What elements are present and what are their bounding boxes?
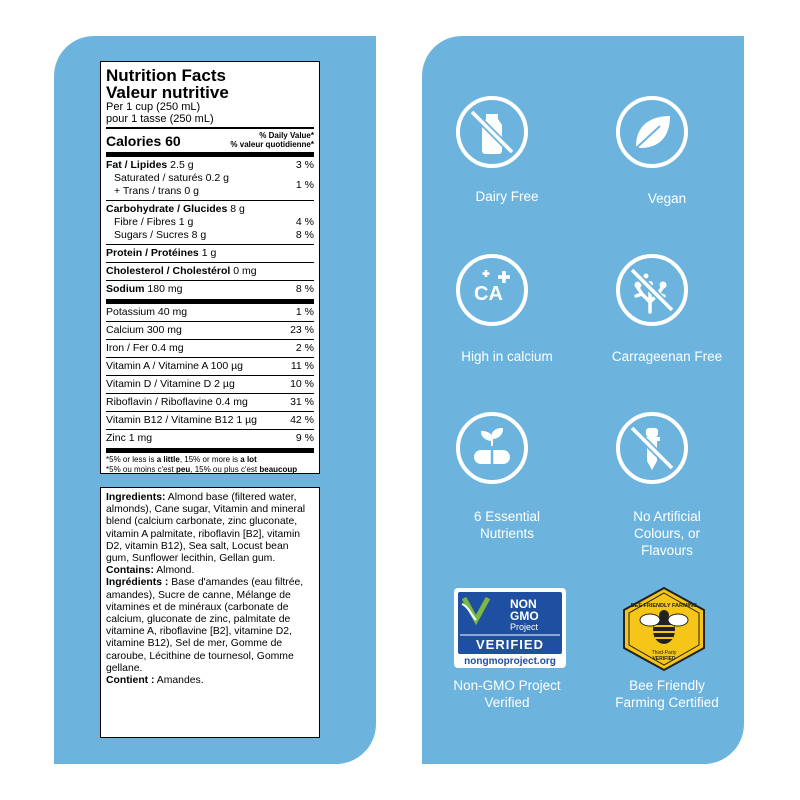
sugars-dv: 8 % xyxy=(295,229,314,241)
calories-row xyxy=(106,131,314,149)
mineral-row xyxy=(106,414,314,427)
ingredients-box xyxy=(100,487,320,738)
fat-label: Fat / Lipides xyxy=(106,159,168,171)
mineral-dv: 2 % xyxy=(295,342,314,354)
divider xyxy=(106,127,314,129)
fibre-label: Fibre / Fibres 1 g xyxy=(114,216,194,228)
mineral-row xyxy=(106,432,314,445)
mineral-label: Potassium 40 mg xyxy=(106,306,188,318)
mineral-label: Iron / Fer 0.4 mg xyxy=(106,342,184,354)
ingredients-fr: Ingrédients : Base d'amandes (eau filtrée, amandes), Sucre de canne, Mélange de vitamines et de minéraux (carbonate de calcium, gluconate de zinc, palmitate de vitamine A, riboflavine [B2], vitamine D2, vitamine B12), Sel de mer, Gomme de caroube, Lécithine de tournesol, Gomme gellane. xyxy=(106,577,304,674)
divider xyxy=(106,411,314,412)
mineral-dv: 31 % xyxy=(290,396,314,408)
carb-amount: 8 g xyxy=(227,203,245,215)
calcium-icon xyxy=(456,254,528,326)
svg-text:VERIFIED: VERIFIED xyxy=(652,656,676,662)
divider xyxy=(106,321,314,322)
nutrients-label: 6 Essential Nutrients xyxy=(473,509,541,541)
sodium-row xyxy=(106,283,314,296)
sodium-amount: 180 mg xyxy=(144,283,183,295)
saturated-trans-row xyxy=(106,172,314,198)
mineral-row xyxy=(106,378,314,391)
carb-row xyxy=(106,203,314,216)
mineral-label: Vitamin A / Vitamine A 100 µg xyxy=(106,360,244,372)
mineral-label: Zinc 1 mg xyxy=(106,432,153,444)
pill-sprout-icon xyxy=(456,412,528,484)
fat-row xyxy=(106,159,314,172)
mineral-dv: 1 % xyxy=(295,306,314,318)
serving-size-en: Per 1 cup (250 mL) xyxy=(106,101,201,113)
nutrition-title-fr: Valeur nutritive xyxy=(106,83,229,102)
mineral-label: Vitamin B12 / Vitamine B12 1 µg xyxy=(106,414,257,426)
svg-text:GMO: GMO xyxy=(510,609,539,623)
daily-value-en: % Daily Value* xyxy=(259,131,314,140)
daily-value-fr: % valeur quotidienne* xyxy=(230,140,314,149)
divider xyxy=(106,200,314,201)
mineral-label: Riboflavin / Riboflavine 0.4 mg xyxy=(106,396,248,408)
saturated-label: Saturated / saturés 0.2 g xyxy=(114,172,229,184)
nutrition-facts-table xyxy=(100,61,320,474)
footnote-fr: *5% ou moins c'est peu, 15% ou plus c'est beaucoup xyxy=(106,465,298,474)
divider xyxy=(106,280,314,281)
sodium-dv: 8 % xyxy=(295,283,314,295)
nutrition-title-en: Nutrition Facts xyxy=(106,66,226,85)
divider xyxy=(106,339,314,340)
cholesterol-amount: 0 mg xyxy=(230,265,257,277)
fibre-dv: 4 % xyxy=(295,216,314,228)
mineral-dv: 10 % xyxy=(290,378,314,390)
leaf-icon xyxy=(616,96,688,168)
svg-text:VERIFIED: VERIFIED xyxy=(476,637,544,652)
sugars-row xyxy=(106,229,314,242)
contains-en: Contains: Almond. xyxy=(106,565,195,577)
fat-amount: 2.5 g xyxy=(167,159,194,171)
saturated-trans-dv: 1 % xyxy=(295,178,314,191)
carb-label: Carbohydrate / Glucides xyxy=(106,203,228,215)
dropper-icon xyxy=(616,412,688,484)
protein-label: Protein / Protéines xyxy=(106,247,199,259)
svg-text:Project: Project xyxy=(510,622,539,632)
serving-size-fr: pour 1 tasse (250 mL) xyxy=(106,113,214,125)
footnote-en: *5% or less is a little, 15% or more is a lot xyxy=(106,455,257,464)
mineral-dv: 23 % xyxy=(290,324,314,336)
mineral-row xyxy=(106,342,314,355)
svg-text:BEE FRIENDLY FARMING: BEE FRIENDLY FARMING xyxy=(630,603,698,609)
seaweed-icon xyxy=(616,254,688,326)
divider xyxy=(106,357,314,358)
mineral-row xyxy=(106,306,314,319)
divider xyxy=(106,375,314,376)
dairy-free-label: Dairy Free xyxy=(475,189,539,204)
non-gmo-logo xyxy=(454,588,566,668)
bee-friendly-logo xyxy=(620,586,708,672)
sodium-label: Sodium xyxy=(106,283,145,295)
protein-amount: 1 g xyxy=(198,247,217,259)
no-artificial-label: No Artificial Colours, or Flavours xyxy=(633,509,701,558)
divider xyxy=(106,429,314,430)
bee-friendly-label: Bee Friendly Farming Certified xyxy=(615,678,719,710)
daily-value-header xyxy=(230,131,314,149)
vegan-label: Vegan xyxy=(647,191,687,206)
mineral-dv: 42 % xyxy=(290,414,314,426)
mineral-row xyxy=(106,360,314,373)
divider xyxy=(106,393,314,394)
divider xyxy=(106,244,314,245)
calcium-label: High in calcium xyxy=(461,349,553,364)
divider xyxy=(106,448,314,453)
svg-text:Third-Party: Third-Party xyxy=(651,650,677,656)
svg-text:nongmoproject.org: nongmoproject.org xyxy=(464,656,556,667)
trans-label: + Trans / trans 0 g xyxy=(114,185,199,197)
divider xyxy=(106,262,314,263)
mineral-label: Calcium 300 mg xyxy=(106,324,182,336)
ingredients-en: Ingredients: Almond base (filtered water, almonds), Cane sugar, Vitamin and mineral blend (calcium carbonate, zinc gluconate, vitamin A palmitate, riboflavin [B2], vitamin D2, vitamin B12), Sea salt, Locust bean gum, Sunflower lecithin, Gellan gum. xyxy=(106,492,306,565)
divider xyxy=(106,152,314,157)
mineral-label: Vitamin D / Vitamine D 2 µg xyxy=(106,378,235,390)
protein-row xyxy=(106,247,314,260)
mineral-row xyxy=(106,396,314,409)
fibre-row xyxy=(106,216,314,229)
mineral-dv: 9 % xyxy=(295,432,314,444)
fat-dv: 3 % xyxy=(295,159,314,171)
cholesterol-label: Cholesterol / Cholestérol xyxy=(106,265,231,277)
mineral-row xyxy=(106,324,314,337)
svg-text:CA: CA xyxy=(474,283,503,305)
non-gmo-label: Non-GMO Project Verified xyxy=(453,678,561,710)
contains-fr: Contient : Amandes. xyxy=(106,675,204,687)
mineral-dv: 11 % xyxy=(290,360,314,372)
dairy-free-icon xyxy=(456,96,528,168)
cholesterol-row xyxy=(106,265,314,278)
divider xyxy=(106,299,314,304)
svg-text:NON: NON xyxy=(510,597,537,611)
minerals-list xyxy=(106,306,314,445)
calories: Calories 60 xyxy=(106,133,181,149)
carrageenan-label: Carrageenan Free xyxy=(611,349,723,364)
sugars-label: Sugars / Sucres 8 g xyxy=(114,229,207,241)
